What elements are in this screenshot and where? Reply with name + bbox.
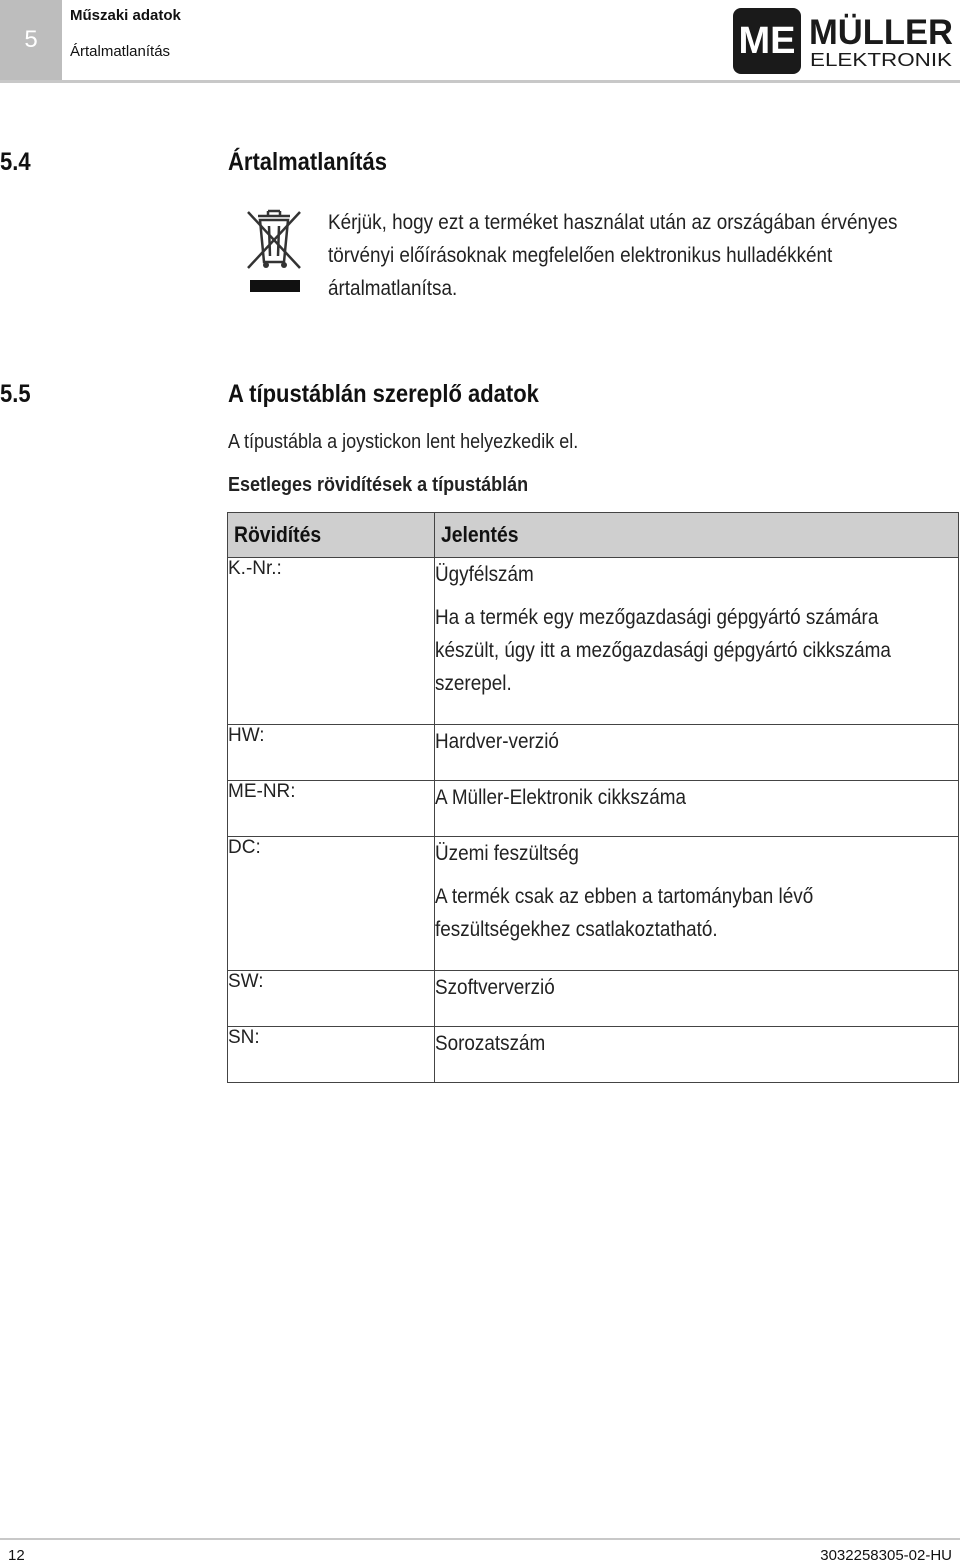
- nameplate-location-text: A típustábla a joystickon lent helyezkedik el.: [228, 431, 579, 453]
- abbreviation-cell: ME-NR:: [228, 781, 435, 837]
- column-header-abbreviation: Rövidítés: [228, 513, 435, 558]
- table-row: [228, 1027, 959, 1083]
- table-row: [228, 781, 959, 837]
- section-55-number: 5.5: [0, 380, 31, 408]
- disposal-line: ártalmatlanítsa.: [328, 277, 458, 300]
- logo-word-muller: MÜLLER: [809, 13, 953, 52]
- abbreviation-cell: K.-Nr.:: [228, 558, 435, 725]
- document-number: 3032258305-02-HU: [820, 1547, 952, 1564]
- disposal-line: törvényi előírásoknak megfelelően elektronikus hulladékként: [328, 244, 833, 267]
- abbreviations-table: [227, 512, 959, 1083]
- muller-elektronik-logo: [733, 8, 955, 74]
- table-row: [228, 837, 959, 971]
- section-55-title: A típustáblán szereplő adatok: [228, 380, 539, 408]
- meaning-cell: Sorozatszám: [435, 1027, 959, 1083]
- meaning-cell: Ügyfélszám Ha a termék egy mezőgazdasági gépgyártó számára készült, úgy itt a mezőgazdasági gépgyártó cikkszáma szerepel.: [435, 558, 959, 725]
- column-header-meaning: Jelentés: [435, 513, 959, 558]
- disposal-line: Kérjük, hogy ezt a terméket használat után az országában érvényes: [328, 211, 898, 234]
- abbreviation-cell: SN:: [228, 1027, 435, 1083]
- header-title: Műszaki adatok: [70, 7, 181, 24]
- disposal-text: [328, 206, 948, 305]
- header-divider: [0, 80, 960, 83]
- meaning-cell: Üzemi feszültség A termék csak az ebben a tartományban lévő feszültségekhez csatlakoztatható.: [435, 837, 959, 971]
- abbreviation-cell: DC:: [228, 837, 435, 971]
- table-row: [228, 725, 959, 781]
- logo-word-elektronik: ELEKTRONIK: [810, 50, 952, 70]
- section-54-title: Ártalmatlanítás: [228, 148, 387, 176]
- abbreviation-cell: HW:: [228, 725, 435, 781]
- abbreviations-subheading: Esetleges rövidítések a típustáblán: [228, 474, 529, 496]
- table-row: [228, 558, 959, 725]
- section-54-number: 5.4: [0, 148, 31, 176]
- header-subtitle: Ártalmatlanítás: [70, 43, 171, 60]
- chapter-number-box: 5: [0, 0, 62, 80]
- logo-mark: ME: [738, 20, 796, 62]
- meaning-cell: A Müller-Elektronik cikkszáma: [435, 781, 959, 837]
- meaning-cell: Szoftververzió: [435, 971, 959, 1027]
- footer-divider: [0, 1538, 960, 1540]
- abbreviation-cell: SW:: [228, 971, 435, 1027]
- page-number: 12: [8, 1547, 25, 1564]
- table-header-row: [228, 513, 959, 558]
- meaning-cell: Hardver-verzió: [435, 725, 959, 781]
- table-row: [228, 971, 959, 1027]
- crossed-out-wheeled-bin-icon: [244, 206, 304, 296]
